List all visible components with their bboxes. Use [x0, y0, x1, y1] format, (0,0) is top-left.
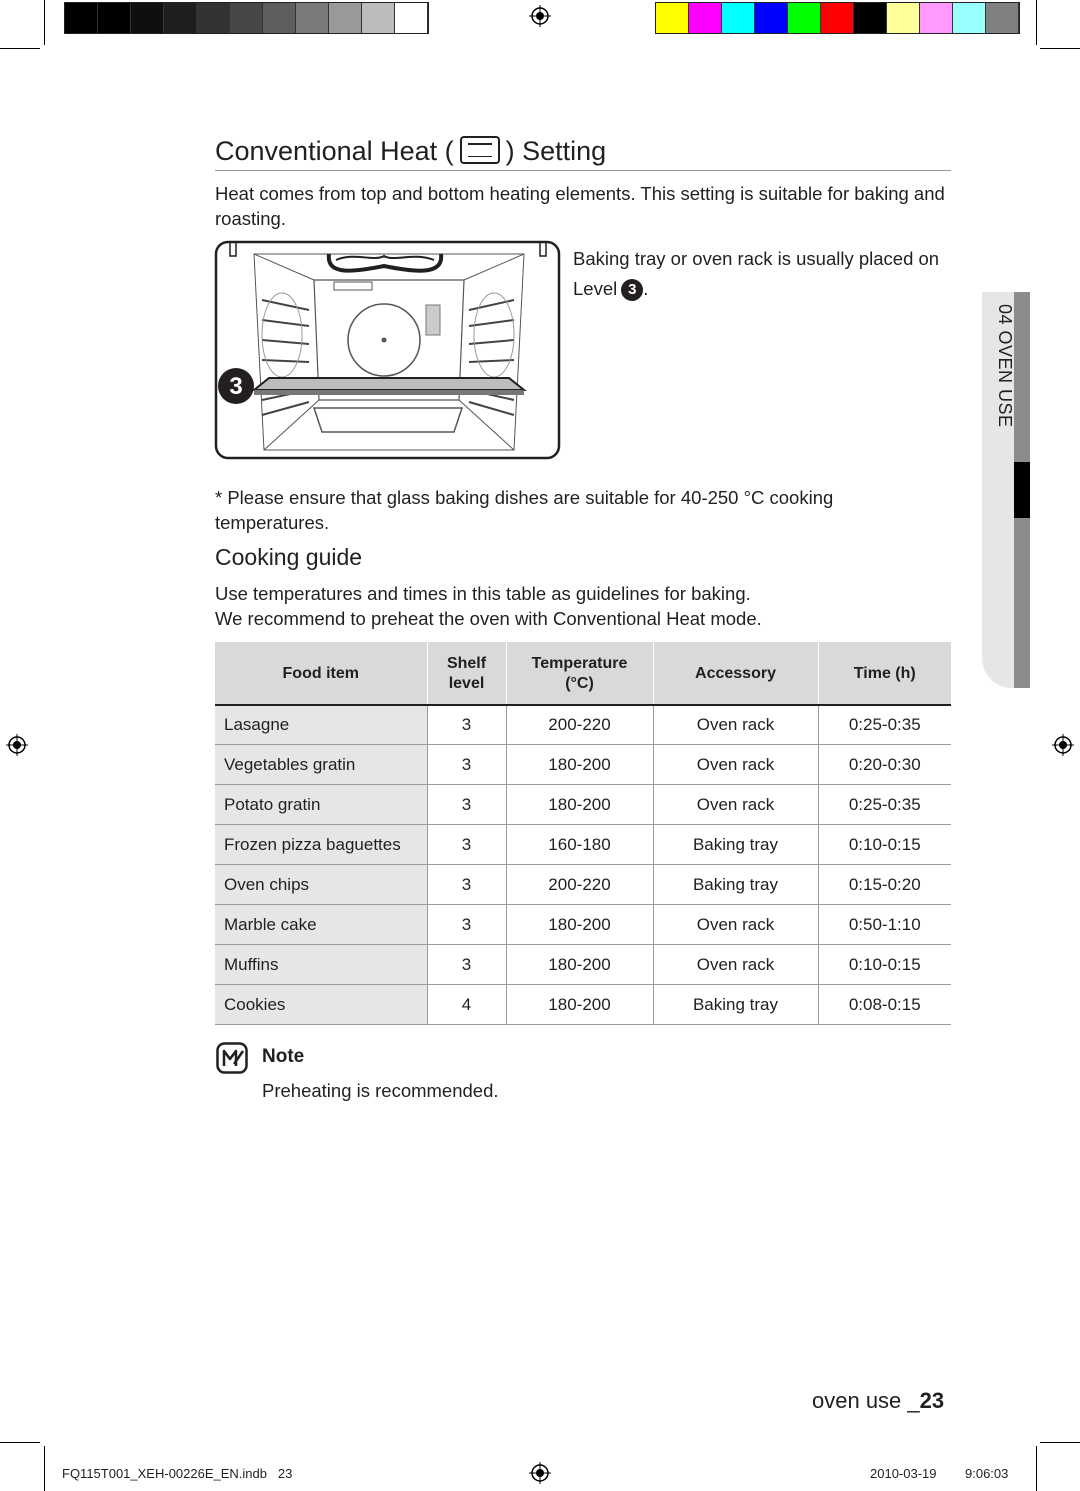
table-row — [215, 865, 951, 905]
color-swatch — [755, 3, 788, 33]
cell-food-item: Oven chips — [215, 865, 427, 905]
header-temperature: Temperature (°C) — [506, 643, 653, 706]
cell-accessory: Baking tray — [653, 985, 818, 1025]
cell-temperature: 160-180 — [506, 825, 653, 865]
table-row — [215, 745, 951, 785]
cell-food-item: Marble cake — [215, 905, 427, 945]
note-text: Preheating is recommended. — [262, 1080, 499, 1101]
table-row — [215, 945, 951, 985]
cooking-guide-table — [215, 642, 951, 1025]
page-footer — [812, 1388, 944, 1414]
placement-end: . — [643, 278, 649, 299]
crop-mark — [0, 1442, 40, 1443]
cell-accessory: Oven rack — [653, 945, 818, 985]
placement-text — [573, 244, 953, 304]
color-swatch — [986, 3, 1019, 33]
gray-swatch — [98, 3, 131, 33]
table-row — [215, 825, 951, 865]
chapter-tab-label: 04 OVEN USE — [995, 304, 1015, 428]
header-accessory: Accessory — [653, 643, 818, 706]
placement-sentence: Baking tray or oven rack is usually placed on Level — [573, 248, 940, 299]
note-label: Note — [262, 1046, 305, 1067]
cell-temperature: 180-200 — [506, 985, 653, 1025]
cell-time: 0:50-1:10 — [818, 905, 951, 945]
glass-dish-note: * Please ensure that glass baking dishes are suitable for 40-250 °C cooking temperatures. — [215, 487, 834, 533]
intro-text: Heat comes from top and bottom heating elements. This setting is suitable for baking and roasting. — [215, 183, 945, 229]
cell-shelf-level: 3 — [427, 825, 506, 865]
oven-interior-illustration — [214, 240, 562, 462]
cell-accessory: Oven rack — [653, 745, 818, 785]
crop-mark — [1036, 0, 1037, 45]
cell-time: 0:08-0:15 — [818, 985, 951, 1025]
cooking-guide-line-1: Use temperatures and times in this table as guidelines for baking. — [215, 583, 751, 604]
table-header-row — [215, 643, 951, 706]
header-food-item: Food item — [215, 643, 427, 706]
crop-mark — [1036, 1446, 1037, 1491]
cell-time: 0:20-0:30 — [818, 745, 951, 785]
color-swatch — [887, 3, 920, 33]
cell-accessory: Baking tray — [653, 825, 818, 865]
cell-accessory: Oven rack — [653, 705, 818, 745]
crop-mark — [44, 0, 45, 45]
color-calibration-bar — [655, 2, 1020, 34]
page-title — [215, 134, 951, 171]
cell-food-item: Potato gratin — [215, 785, 427, 825]
cell-temperature: 200-220 — [506, 705, 653, 745]
color-swatch — [821, 3, 854, 33]
crop-mark — [1040, 1442, 1080, 1443]
cell-shelf-level: 3 — [427, 705, 506, 745]
cell-accessory: Baking tray — [653, 865, 818, 905]
gray-swatch — [296, 3, 329, 33]
crop-mark — [0, 48, 40, 49]
cell-shelf-level: 3 — [427, 905, 506, 945]
cell-time: 0:25-0:35 — [818, 705, 951, 745]
cell-accessory: Oven rack — [653, 905, 818, 945]
cell-food-item: Lasagne — [215, 705, 427, 745]
gray-swatch — [197, 3, 230, 33]
title-suffix: ) Setting — [505, 136, 607, 166]
crop-mark — [1040, 48, 1080, 49]
chapter-tab-marker — [1014, 462, 1030, 518]
color-swatch — [953, 3, 986, 33]
gray-swatch — [131, 3, 164, 33]
cell-time: 0:10-0:15 — [818, 945, 951, 985]
header-time: Time (h) — [818, 643, 951, 706]
registration-mark-icon — [6, 734, 28, 756]
registration-mark-icon — [529, 1462, 551, 1484]
grayscale-calibration-bar — [64, 2, 429, 34]
gray-swatch — [263, 3, 296, 33]
header-shelf-level: Shelf level — [427, 643, 506, 706]
cell-food-item: Frozen pizza baguettes — [215, 825, 427, 865]
gray-swatch — [329, 3, 362, 33]
print-file-info: FQ115T001_XEH-00226E_EN.indb 23 — [62, 1466, 293, 1481]
table-row — [215, 785, 951, 825]
cell-shelf-level: 4 — [427, 985, 506, 1025]
print-date: 2010-03-19 — [870, 1466, 937, 1481]
cell-shelf-level: 3 — [427, 865, 506, 905]
color-swatch — [854, 3, 887, 33]
cell-shelf-level: 3 — [427, 745, 506, 785]
print-time: 9:06:03 — [965, 1466, 1009, 1481]
color-swatch — [656, 3, 689, 33]
gray-swatch — [230, 3, 263, 33]
note-icon — [216, 1042, 248, 1074]
level-badge-label: 3 — [229, 373, 243, 400]
title-prefix: Conventional Heat ( — [215, 136, 454, 166]
conventional-heat-icon — [460, 136, 500, 164]
cell-shelf-level: 3 — [427, 785, 506, 825]
table-row — [215, 985, 951, 1025]
gray-swatch — [65, 3, 98, 33]
color-swatch — [722, 3, 755, 33]
cell-temperature: 200-220 — [506, 865, 653, 905]
cell-temperature: 180-200 — [506, 905, 653, 945]
page-number: 23 — [919, 1388, 945, 1413]
color-swatch — [920, 3, 953, 33]
cell-accessory: Oven rack — [653, 785, 818, 825]
gray-swatch — [362, 3, 395, 33]
level-3-badge: 3 — [621, 279, 643, 301]
cell-shelf-level: 3 — [427, 945, 506, 985]
cell-food-item: Cookies — [215, 985, 427, 1025]
cell-food-item: Muffins — [215, 945, 427, 985]
color-swatch — [788, 3, 821, 33]
gray-swatch — [395, 3, 428, 33]
footer-section: oven use _ — [812, 1388, 920, 1413]
cell-time: 0:10-0:15 — [818, 825, 951, 865]
table-row — [215, 705, 951, 745]
color-swatch — [689, 3, 722, 33]
registration-mark-icon — [1052, 734, 1074, 756]
crop-mark — [44, 1446, 45, 1491]
cell-food-item: Vegetables gratin — [215, 745, 427, 785]
registration-mark-icon — [529, 5, 551, 27]
cell-time: 0:15-0:20 — [818, 865, 951, 905]
table-row — [215, 905, 951, 945]
cell-temperature: 180-200 — [506, 945, 653, 985]
cell-time: 0:25-0:35 — [818, 785, 951, 825]
cell-temperature: 180-200 — [506, 785, 653, 825]
cooking-guide-heading: Cooking guide — [215, 544, 363, 570]
gray-swatch — [164, 3, 197, 33]
cooking-guide-line-2: We recommend to preheat the oven with Conventional Heat mode. — [215, 608, 762, 629]
cell-temperature: 180-200 — [506, 745, 653, 785]
